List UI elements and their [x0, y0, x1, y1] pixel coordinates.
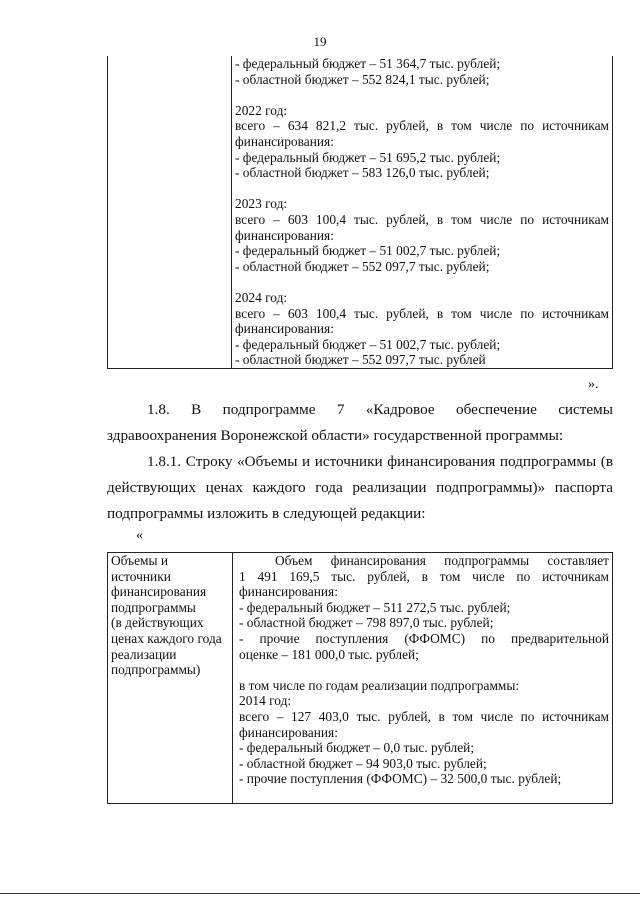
- table-gap: [235, 181, 609, 197]
- table-line: Объем финансирования подпрограммы составляет: [275, 553, 609, 568]
- table-gap: [235, 274, 609, 290]
- table-line: - федеральный бюджет – 51 364,7 тыс. рублей;: [235, 56, 501, 71]
- paragraph-line: подпрограммы изложить в следующей редакции:: [107, 505, 426, 522]
- paragraph-line: здравоохранения Воронежской области» государственной программы:: [107, 427, 564, 444]
- section-1-8-paragraph: [107, 397, 613, 449]
- table-line: - прочие поступления (ФФОМС) – 32 500,0 тыс. рублей;: [239, 771, 562, 787]
- row-label-line: подпрограммы: [111, 599, 196, 615]
- table-line: финансирования:: [235, 133, 334, 149]
- table-line: 2014 год:: [239, 693, 292, 709]
- table-line: - федеральный бюджет – 51 002,7 тыс. рублей;: [235, 336, 501, 352]
- row-label-line: реализации: [111, 646, 177, 662]
- table-line: 2023 год:: [235, 196, 288, 212]
- table-line: - федеральный бюджет – 511 272,5 тыс. рублей;: [239, 599, 511, 615]
- table-line: 2024 год:: [235, 289, 288, 305]
- table-line: - федеральный бюджет – 51 002,7 тыс. рублей;: [235, 243, 501, 259]
- table-left-cell-empty: [108, 56, 232, 368]
- table-line: финансирования:: [235, 321, 334, 337]
- table-line: всего – 603 100,4 тыс. рублей, в том числе по источникам: [235, 305, 609, 321]
- closing-quote: ».: [588, 377, 599, 392]
- opening-quote: «: [136, 528, 143, 543]
- section-1-8-1-paragraph: [107, 449, 613, 527]
- row-label-line: ценах каждого года: [111, 630, 222, 646]
- footer-rule: [0, 893, 640, 894]
- table-line: финансирования:: [235, 227, 334, 243]
- table-line: оценке – 181 000,0 тыс. рублей;: [239, 646, 419, 662]
- table-line: 2022 год:: [235, 102, 288, 118]
- table-line: финансирования:: [239, 584, 338, 600]
- row-label-line: Объемы и: [111, 553, 169, 568]
- row-label-line: (в действующих: [111, 615, 204, 631]
- table-gap: [239, 662, 609, 678]
- table-line: - прочие поступления (ФФОМС) по предварительной: [239, 630, 609, 646]
- table-line: в том числе по годам реализации подпрограммы:: [239, 677, 520, 693]
- paragraph-line: 1.8. В подпрограмме 7 «Кадровое обеспечение системы: [147, 401, 613, 418]
- page-number: 19: [313, 34, 327, 49]
- table-line: всего – 127 403,0 тыс. рублей, в том числе по источникам: [239, 708, 609, 724]
- row-label-line: финансирования: [111, 584, 207, 600]
- table-right-cell: [232, 56, 613, 368]
- row-label-line: источники: [111, 568, 171, 584]
- table-line: - областной бюджет – 94 903,0 тыс. рублей;: [239, 755, 487, 771]
- table-line: - областной бюджет – 583 126,0 тыс. рублей;: [235, 165, 490, 181]
- table-line: - федеральный бюджет – 51 695,2 тыс. рублей;: [235, 149, 501, 165]
- paragraph-line: действующих ценах каждого года реализации подпрограммы)» паспорта: [107, 479, 613, 496]
- table-left-cell: [108, 553, 233, 804]
- table-line: финансирования:: [239, 724, 338, 740]
- table-right-cell: [233, 553, 613, 804]
- table-line: - областной бюджет – 552 097,7 тыс. рублей;: [235, 258, 490, 274]
- table-line: всего – 634 821,2 тыс. рублей, в том числе по источникам: [235, 118, 609, 134]
- row-label-line: подпрограммы): [111, 662, 201, 678]
- table-gap: [235, 87, 609, 103]
- table-line: - областной бюджет – 798 897,0 тыс. рублей;: [239, 615, 494, 631]
- table-line: - областной бюджет – 552 824,1 тыс. рублей;: [235, 71, 490, 87]
- table-line: - федеральный бюджет – 0,0 тыс. рублей;: [239, 740, 475, 756]
- table-line: - областной бюджет – 552 097,7 тыс. рублей: [235, 352, 486, 368]
- table-line: 1 491 169,5 тыс. рублей, в том числе по источникам: [239, 568, 609, 584]
- paragraph-line: 1.8.1. Строку «Объемы и источники финансирования подпрограммы (в: [147, 453, 613, 470]
- table-gap: [239, 787, 609, 803]
- funding-table-new: [107, 552, 613, 804]
- table-line: всего – 603 100,4 тыс. рублей, в том числе по источникам: [235, 211, 609, 227]
- funding-table-continued: [107, 56, 613, 369]
